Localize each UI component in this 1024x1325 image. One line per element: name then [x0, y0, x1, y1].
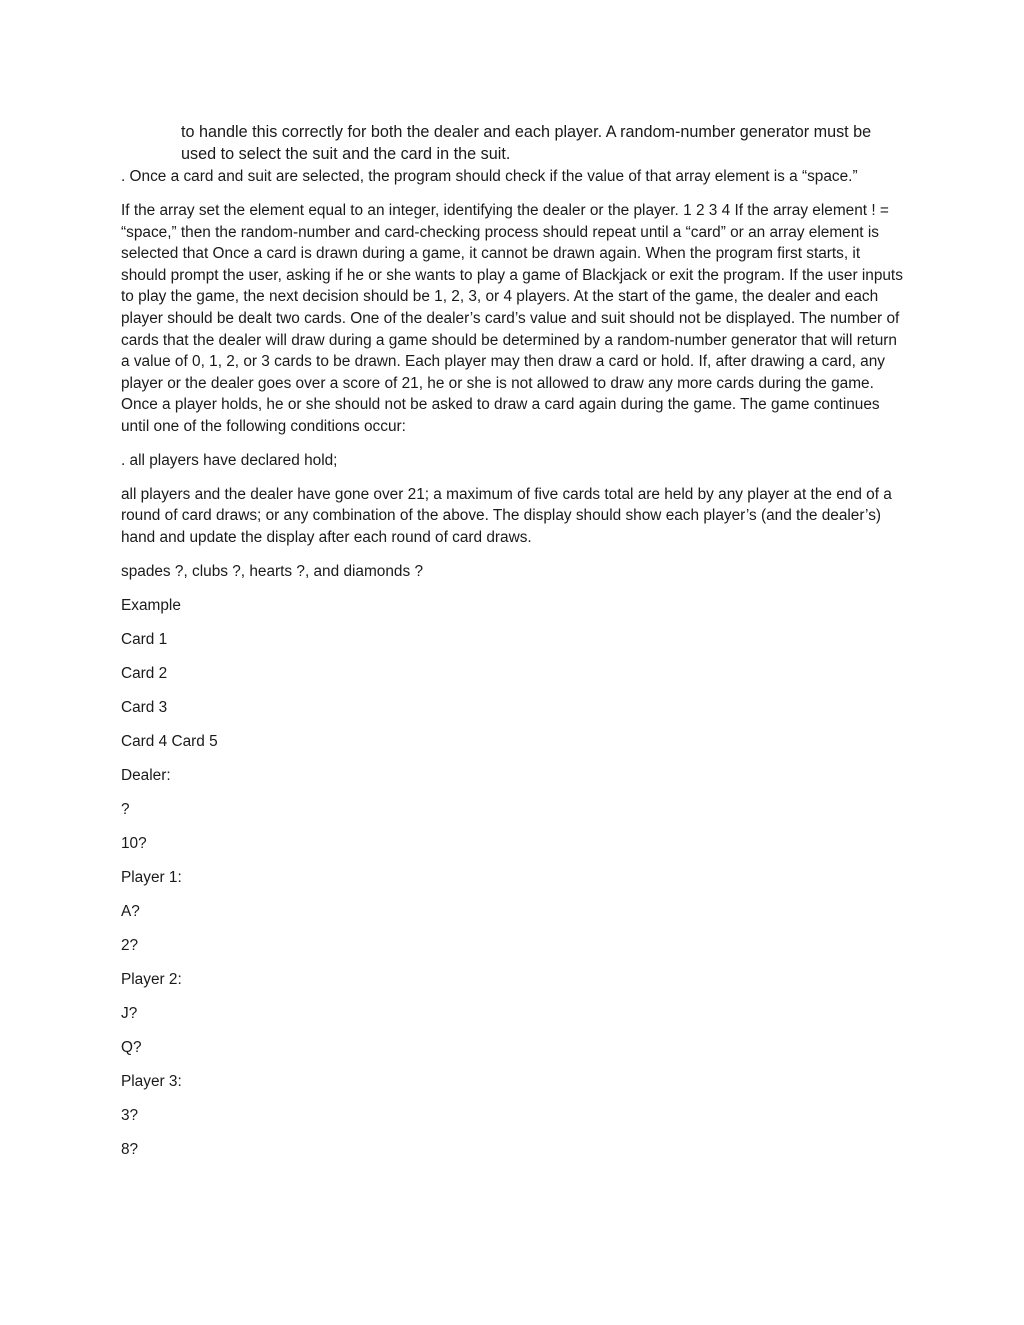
- line-dealer-label: Dealer:: [121, 766, 171, 784]
- paragraph-hold-condition: . all players have declared hold;: [121, 451, 338, 469]
- line-player-3-card-1: 3?: [121, 1106, 139, 1124]
- line-card-2: Card 2: [121, 665, 168, 683]
- document-body: [121, 166, 906, 1173]
- paragraph-end-conditions: all players and the dealer have gone over 21; a maximum of five cards total are held by any player at the end of a round of card draws; or any combination of the above. The display should show each player’s (and the dealer’s) hand and update the display after each round of card draws.: [121, 485, 892, 547]
- line-player-1-card-1: A?: [121, 902, 140, 920]
- paragraph-suits: spades ?, clubs ?, hearts ?, and diamonds ?: [121, 563, 424, 581]
- line-example: Example: [121, 597, 181, 615]
- line-player-1-card-2: 2?: [121, 936, 139, 954]
- paragraph-game-rules: If the array set the element equal to an integer, identifying the dealer or the player. 1 2 3 4 If the array element ! = “space,” then the random-number and card-checking process should repeat until a “card” or an array element is selected that Once a card is drawn during a game, it cannot be drawn again. When the program first starts, it should prompt the user, asking if he or she wants to play a game of Blackjack or exit the program. If the user inputs to play the game, the next decision should be 1, 2, 3, or 4 players. At the start of the game, the dealer and each player should be dealt two cards. One of the dealer’s card’s value and suit should not be displayed. The number of cards that the dealer will draw during a game should be determined by a random-number generator that will return a value of 0, 1, 2, or 3 cards to be drawn. Each player may then draw a card or hold. If, after drawing a card, any player or the dealer goes over a score of 21, he or she is not allowed to draw any more cards during the game. Once a player holds, he or she should not be asked to draw a card again during the game. The game continues until one of the following conditions occur:: [121, 201, 903, 435]
- line-dealer-card-1: ?: [121, 800, 130, 818]
- indented-paragraph: to handle this correctly for both the dealer and each player. A random-number generator must be used to select the suit and the card in the suit.: [181, 123, 872, 164]
- line-player-3-card-2: 8?: [121, 1140, 139, 1158]
- line-player-2-label: Player 2:: [121, 970, 182, 988]
- line-player-2-card-2: Q?: [121, 1038, 142, 1056]
- paragraph-array-check: . Once a card and suit are selected, the program should check if the value of that array element is a “space.”: [121, 168, 858, 185]
- line-player-3-label: Player 3:: [121, 1072, 182, 1090]
- line-card-3: Card 3: [121, 699, 168, 716]
- line-dealer-card-2: 10?: [121, 834, 147, 852]
- line-card-1: Card 1: [121, 631, 168, 649]
- line-player-1-label: Player 1:: [121, 868, 182, 886]
- line-player-2-card-1: J?: [121, 1004, 138, 1022]
- line-card-4-5: Card 4 Card 5: [121, 732, 218, 750]
